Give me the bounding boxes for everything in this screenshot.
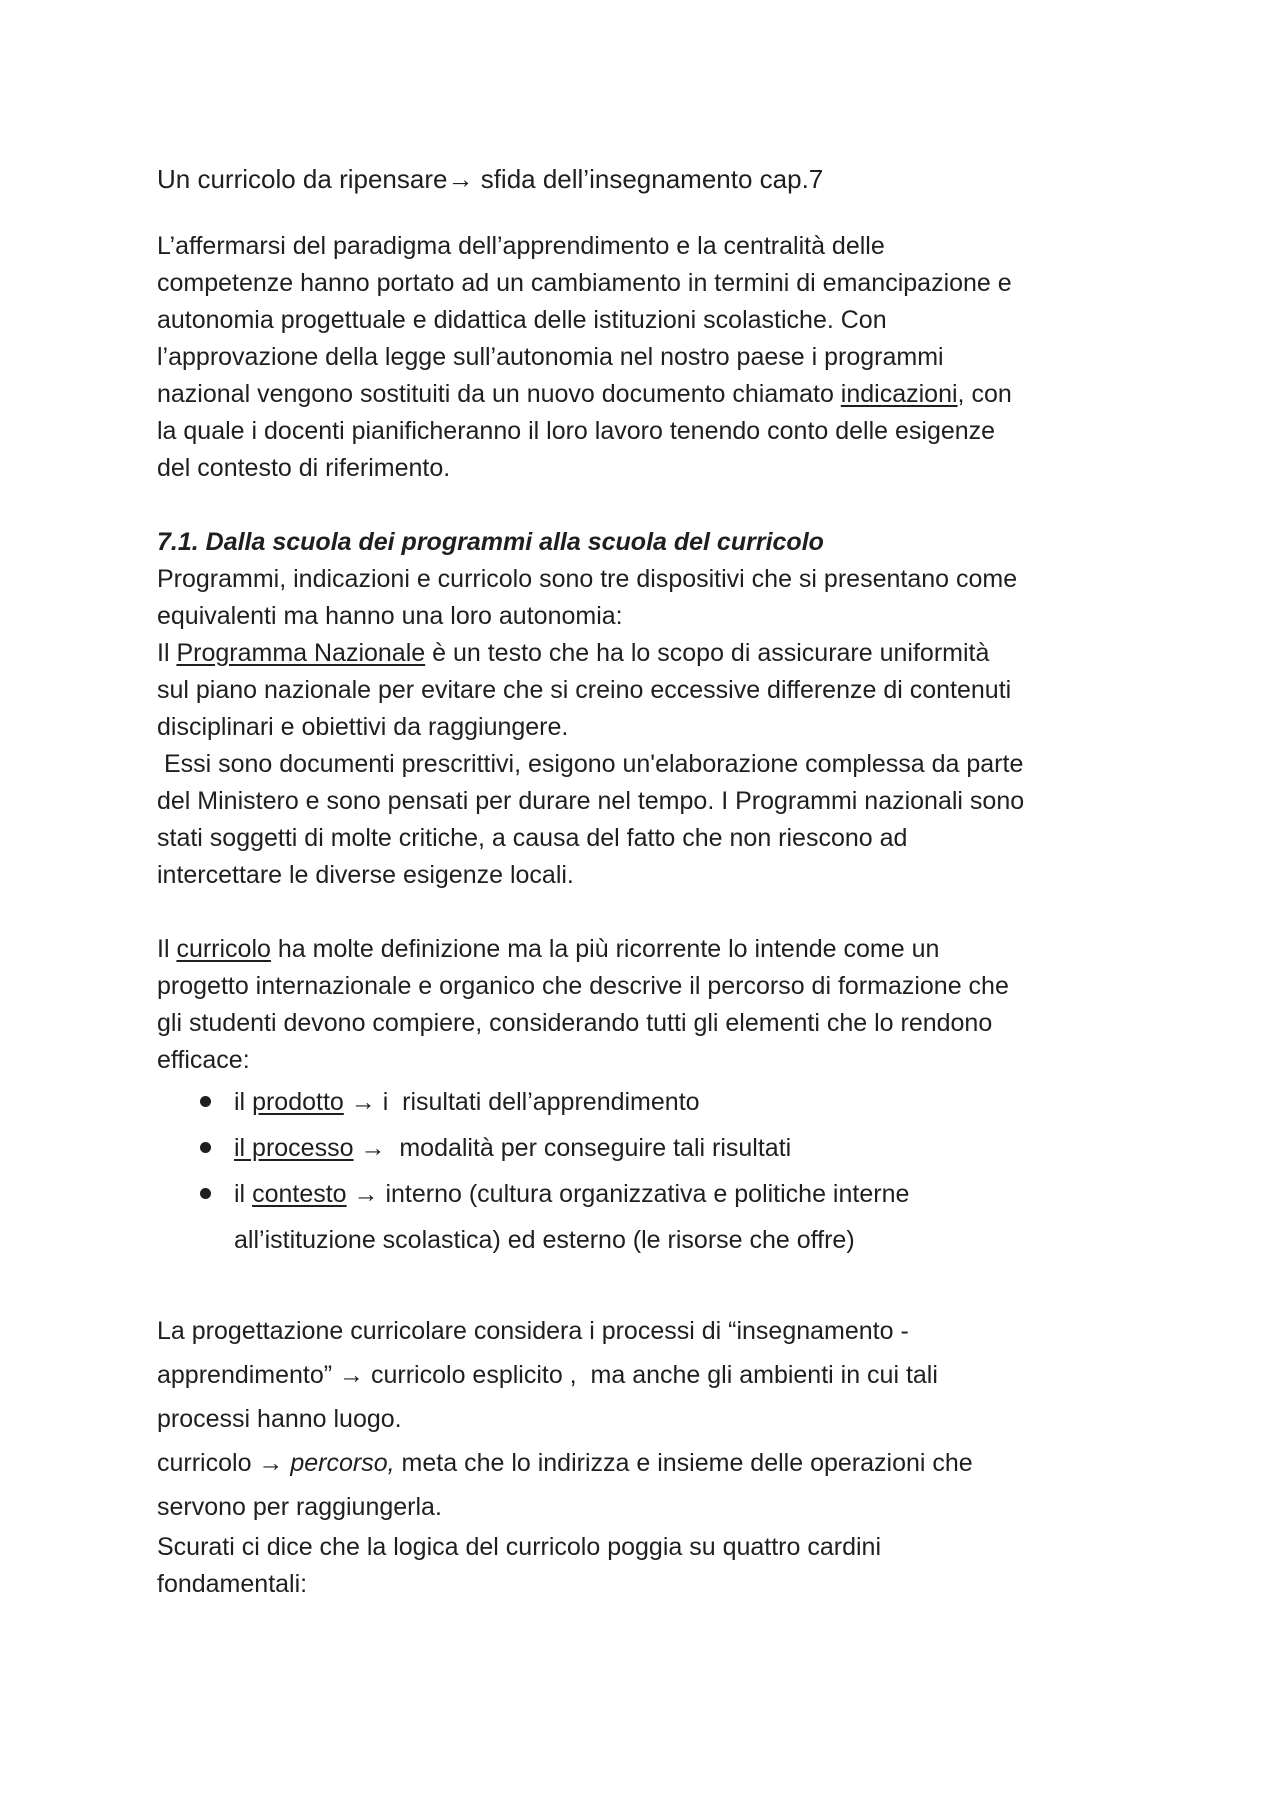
section-line: equivalenti ma hanno una loro autonomia: — [157, 602, 623, 630]
scurati-line: fondamentali: — [157, 1570, 308, 1598]
progettazione-paragraph — [157, 1309, 1137, 1529]
text-span: → i risultati dell’apprendimento — [343, 1088, 700, 1116]
indicazioni-link: indicazioni — [840, 380, 958, 408]
section-programmi — [157, 524, 1137, 894]
text-span: , con — [957, 380, 1012, 408]
intro-line: del contesto di riferimento. — [157, 454, 451, 482]
bullet-icon — [200, 1188, 211, 1199]
programma-nazionale-link: Programma Nazionale — [176, 639, 426, 667]
text-span: ha molte definizione ma la più ricorrente lo intende come un — [270, 935, 940, 963]
progettazione-line: La progettazione curricolare considera i processi di “insegnamento - — [157, 1317, 909, 1345]
section-line: stati soggetti di molte critiche, a causa del fatto che non riescono ad — [157, 824, 908, 852]
intro-line — [157, 376, 1137, 413]
curricolo-line: gli studenti devono compiere, considerando tutti gli elementi che lo rendono — [157, 1009, 993, 1037]
contesto-link: contesto — [252, 1180, 347, 1208]
curricolo-paragraph — [157, 931, 1137, 1079]
intro-paragraph — [157, 228, 1137, 487]
section-heading: 7.1. Dalla scuola dei programmi alla scuola del curricolo — [157, 528, 824, 556]
text-span: nazional vengono sostituiti da un nuovo documento chiamato — [157, 380, 841, 408]
text-span: è un testo che ha lo scopo di assicurare uniformità — [425, 639, 990, 667]
text-span: Il — [157, 639, 177, 667]
section-line: del Ministero e sono pensati per durare nel tempo. I Programmi nazionali sono — [157, 787, 1025, 815]
scurati-paragraph — [157, 1529, 1137, 1603]
intro-line: l’approvazione della legge sull’autonomia nel nostro paese i programmi — [157, 343, 944, 371]
text-span: all’istituzione scolastica) ed esterno (le risorse che offre) — [234, 1226, 855, 1254]
bullet-icon — [200, 1142, 211, 1153]
intro-line: autonomia progettuale e didattica delle istituzioni scolastiche. Con — [157, 306, 887, 334]
curricolo-line: progetto internazionale e organico che descrive il percorso di formazione che — [157, 972, 1009, 1000]
curricolo-line — [157, 931, 1137, 968]
text-span: il — [234, 1088, 253, 1116]
percorso-italic: percorso, — [290, 1449, 395, 1477]
progettazione-line — [157, 1441, 1137, 1485]
section-line: Programmi, indicazioni e curricolo sono tre dispositivi che si presentano come — [157, 565, 1018, 593]
text-span: → modalità per conseguire tali risultati — [353, 1134, 792, 1162]
section-line: Essi sono documenti prescrittivi, esigono un'elaborazione complessa da parte — [157, 750, 1024, 778]
intro-line: L’affermarsi del paradigma dell’apprendimento e la centralità delle — [157, 232, 885, 260]
scurati-line: Scurati ci dice che la logica del curricolo poggia su quattro cardini — [157, 1533, 881, 1561]
document-title: Un curricolo da ripensare→ sfida dell’insegnamento cap.7 — [157, 164, 824, 194]
list-item — [157, 1125, 1137, 1171]
progettazione-line: processi hanno luogo. — [157, 1405, 402, 1433]
bullet-icon — [200, 1096, 211, 1107]
section-line: sul piano nazionale per evitare che si creino eccessive differenze di contenuti — [157, 676, 1012, 704]
text-span: meta che lo indirizza e insieme delle operazioni che — [394, 1449, 973, 1477]
progettazione-line: apprendimento” → curricolo esplicito , ma anche gli ambienti in cui tali — [157, 1361, 938, 1389]
section-line: intercettare le diverse esigenze locali. — [157, 861, 574, 889]
section-line — [157, 635, 1137, 672]
curricolo-link: curricolo — [176, 935, 271, 963]
list-item — [157, 1171, 1137, 1263]
list-item — [157, 1079, 1137, 1125]
intro-line: competenze hanno portato ad un cambiamento in termini di emancipazione e — [157, 269, 1012, 297]
text-span: → interno (cultura organizzativa e politiche interne — [346, 1180, 910, 1208]
progettazione-line: servono per raggiungerla. — [157, 1493, 442, 1521]
text-span: il — [234, 1180, 253, 1208]
section-line: disciplinari e obiettivi da raggiungere. — [157, 713, 569, 741]
document-page — [157, 162, 1137, 1603]
processo-link: il processo — [234, 1134, 354, 1162]
curricolo-elements-list — [157, 1079, 1137, 1263]
curricolo-line: efficace: — [157, 1046, 250, 1074]
text-span: Il — [157, 935, 177, 963]
intro-line: la quale i docenti pianificheranno il loro lavoro tenendo conto delle esigenze — [157, 417, 996, 445]
text-span: curricolo → — [157, 1449, 291, 1477]
prodotto-link: prodotto — [252, 1088, 344, 1116]
